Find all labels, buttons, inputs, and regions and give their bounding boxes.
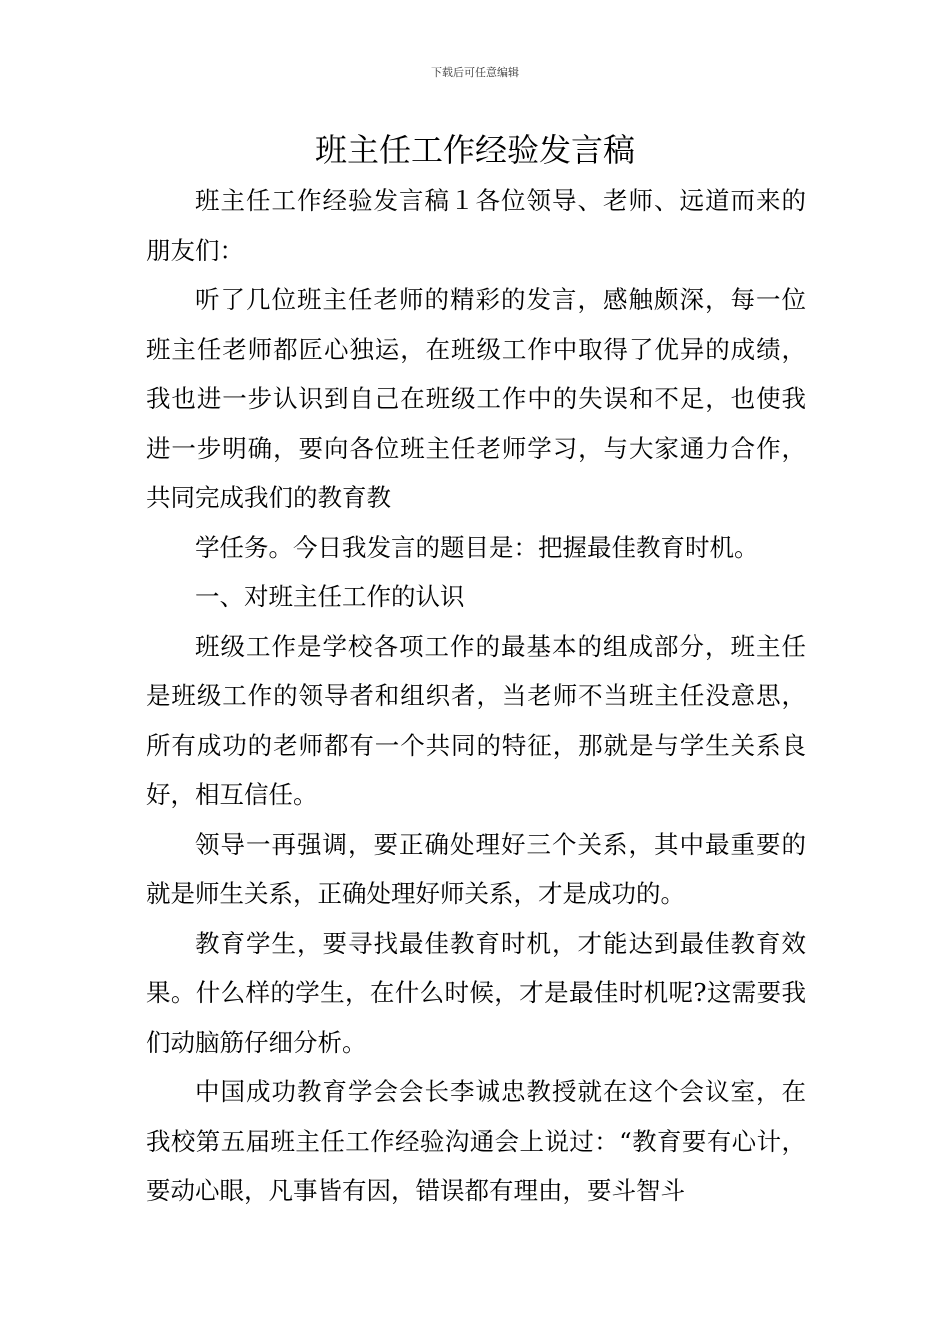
section-heading: 一、对班主任工作的认识 (195, 582, 465, 611)
paragraph: 班主任工作经验发言稿１各位领导、老师、远道而来的朋友们： (146, 186, 806, 265)
paragraph: 教育学生，要寻找最佳教育时机，才能达到最佳教育效果。什么样的学生，在什么时候，才是最佳时机呢?这需要我们动脑筋仔细分析。 (146, 928, 806, 1057)
paragraph: 中国成功教育学会会长李诚忠教授就在这个会议室，在我校第五届班主任工作经验沟通会上说过：“教育要有心计，要动心眼，凡事皆有因，错误都有理由，要斗智斗 (146, 1077, 806, 1205)
paragraph: 领导一再强调，要正确处理好三个关系，其中最重要的就是师生关系，正确处理好师关系，才是成功的。 (146, 829, 806, 908)
document-body (146, 176, 806, 1216)
paragraph: 班级工作是学校各项工作的最基本的组成部分，班主任是班级工作的领导者和组织者，当老师不当班主任没意思，所有成功的老师都有一个共同的特征，那就是与学生关系良好，相互信任。 (146, 631, 806, 809)
document-title: 班主任工作经验发言稿 (314, 131, 635, 169)
header-note: 下载后可任意编辑 (431, 66, 519, 79)
paragraph: 学任务。今日我发言的题目是：把握最佳教育时机。 (195, 532, 759, 562)
paragraph: 听了几位班主任老师的精彩的发言，感触颇深，每一位班主任老师都匠心独运，在班级工作中取得了优异的成绩，我也进一步认识到自己在班级工作中的失误和不足，也使我进一步明确，要向各位班主任老师学习，与大家通力合作，共同完成我们的教育教 (146, 285, 806, 512)
